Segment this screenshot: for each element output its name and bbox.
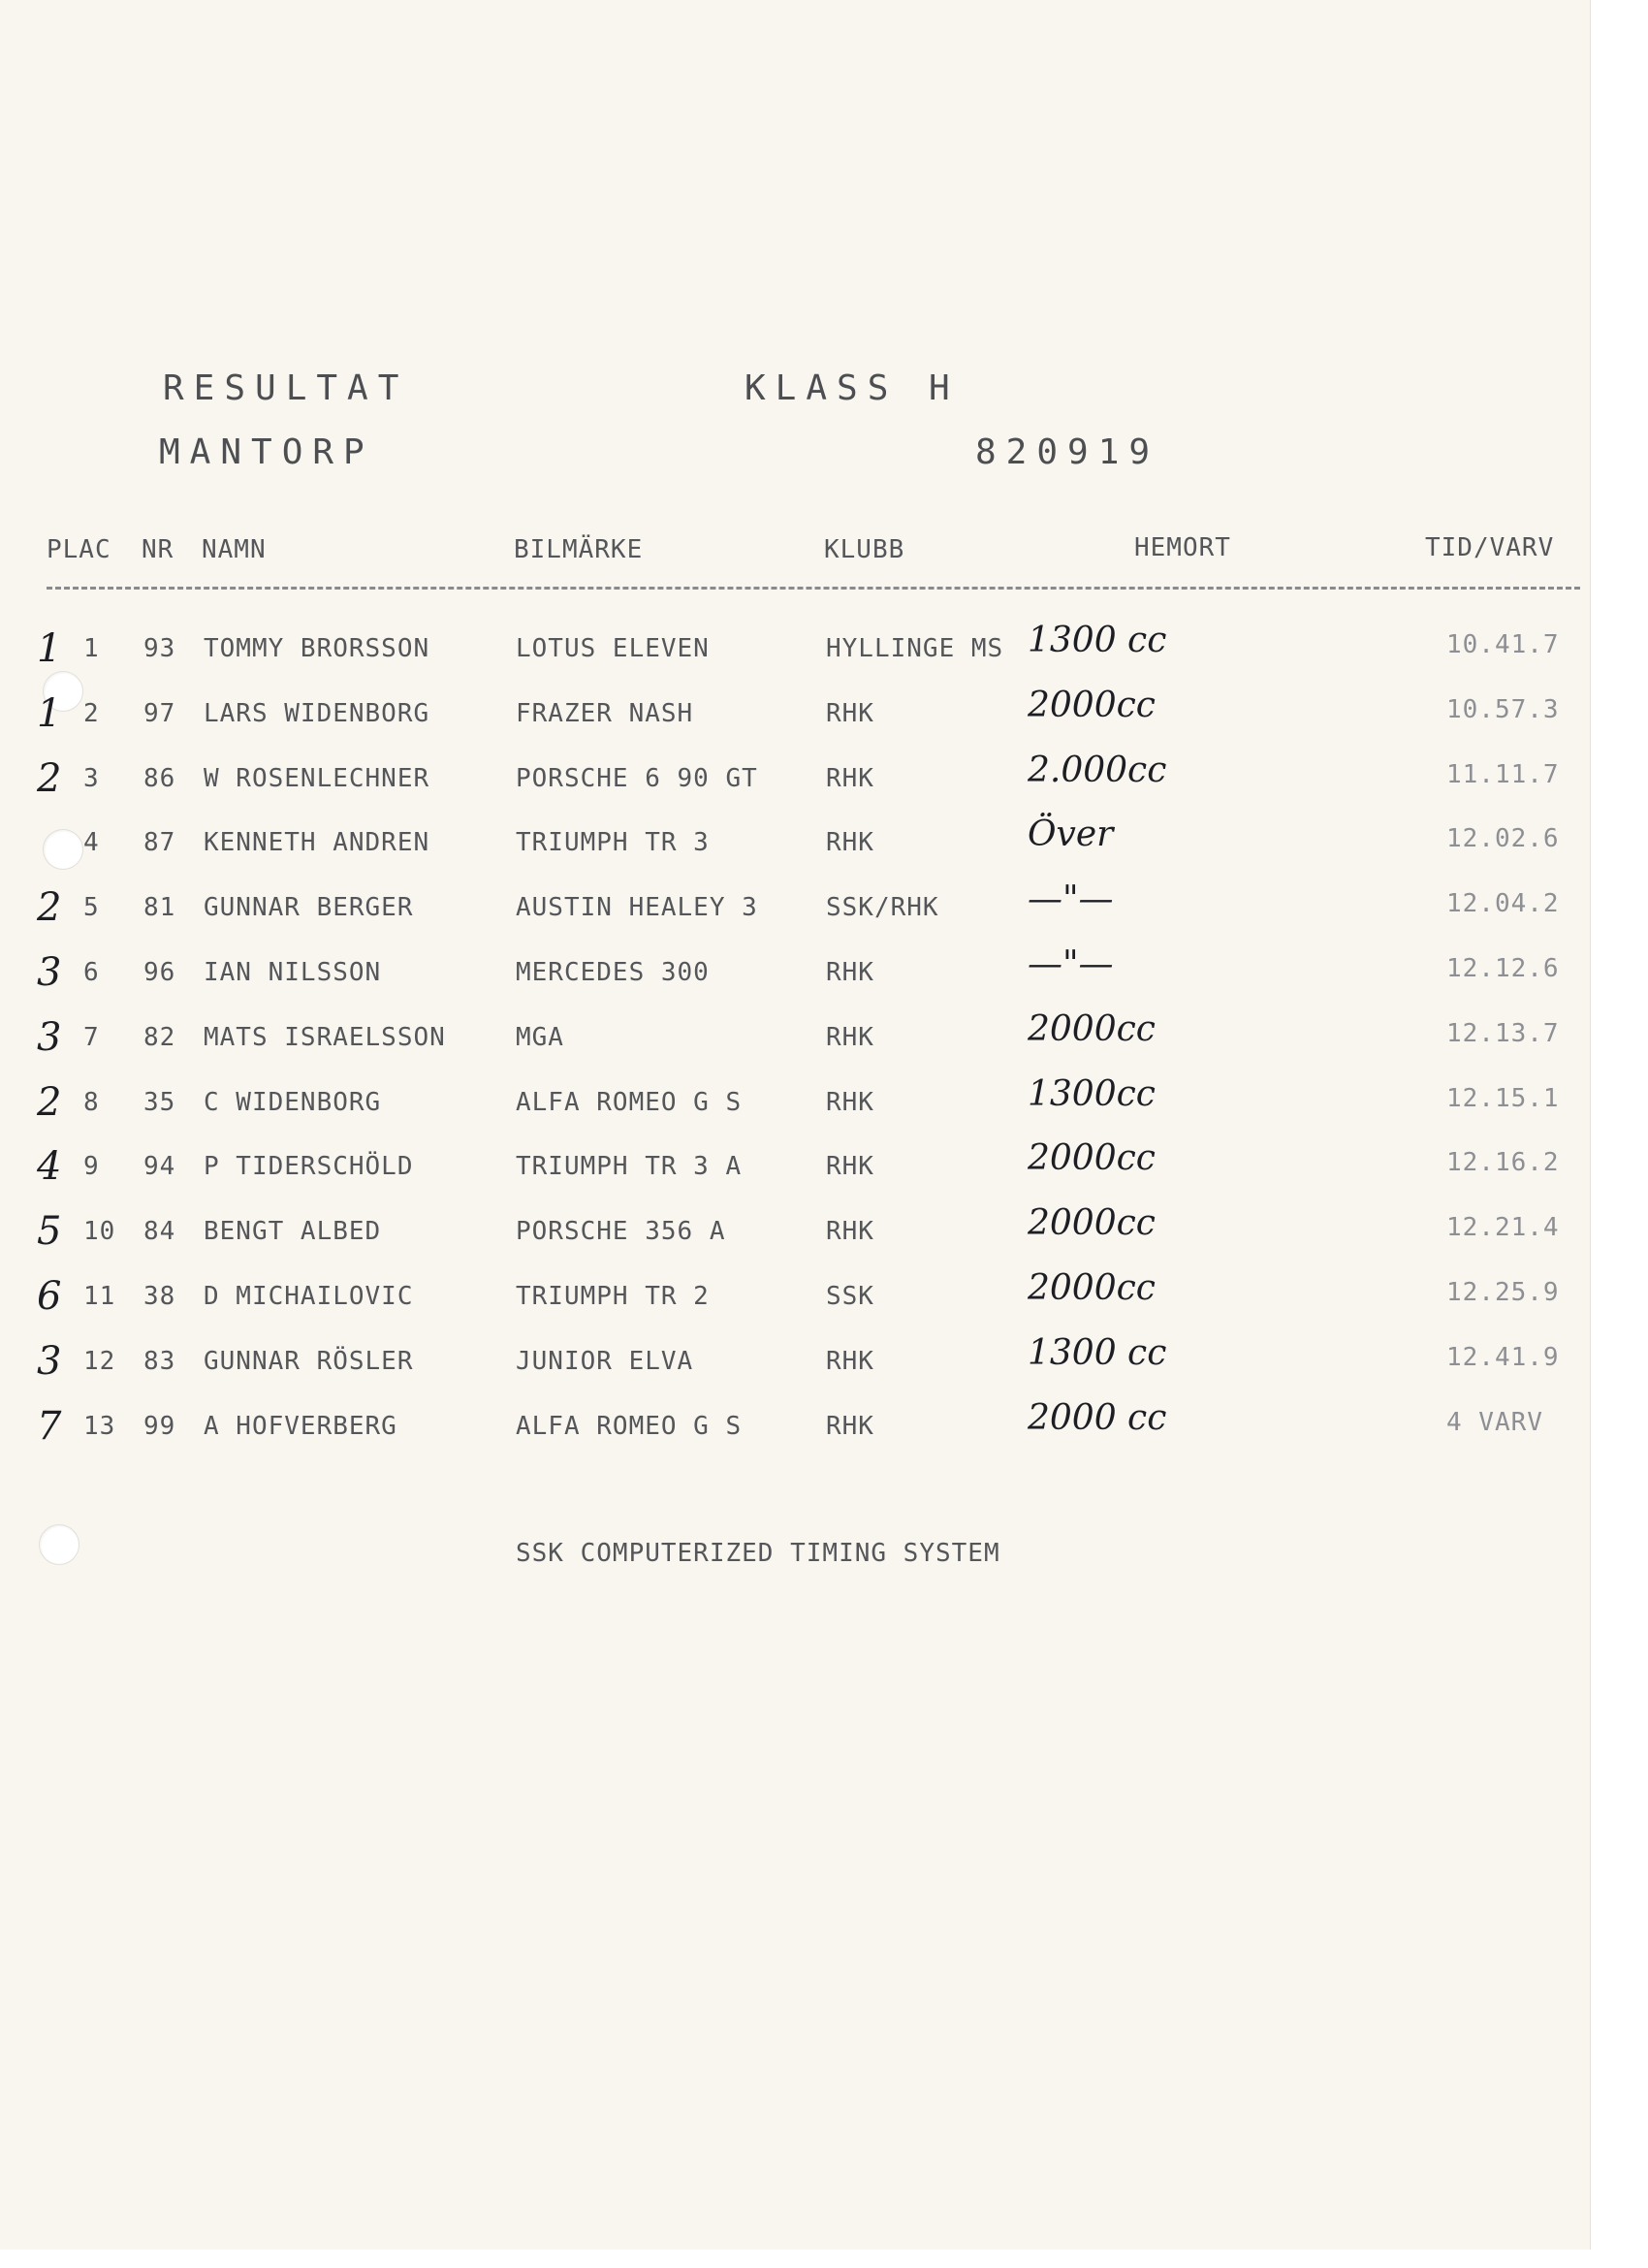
cell-tid: 12.15.1 — [1446, 1083, 1560, 1113]
table-row — [0, 1397, 1590, 1460]
cell-nr: 84 — [143, 1217, 176, 1247]
table-row — [0, 1332, 1590, 1395]
table-row — [0, 815, 1590, 877]
cell-klubb: RHK — [826, 1022, 874, 1052]
scan-margin — [1590, 0, 1648, 2268]
handwritten-note: —"— — [1028, 879, 1114, 920]
cell-namn: BENGT ALBED — [204, 1217, 382, 1247]
cell-bilmarke: ALFA ROMEO G S — [516, 1087, 743, 1117]
table-row — [0, 879, 1590, 942]
handwritten-note: 2000cc — [1028, 1268, 1156, 1308]
cell-namn: MATS ISRAELSSON — [204, 1022, 446, 1052]
cell-tid: 12.16.2 — [1446, 1148, 1560, 1178]
cell-namn: P TIDERSCHÖLD — [204, 1152, 414, 1182]
table-row — [0, 1008, 1590, 1071]
date-title: 820919 — [975, 432, 1160, 472]
cell-tid: 12.13.7 — [1446, 1018, 1560, 1048]
cell-bilmarke: LOTUS ELEVEN — [516, 634, 710, 663]
cell-nr: 96 — [143, 958, 176, 987]
class-title: KLASS H — [745, 368, 960, 408]
handwritten-place: 6 — [37, 1274, 62, 1319]
cell-klubb: SSK — [826, 1282, 874, 1311]
handwritten-note: Över — [1028, 815, 1114, 855]
cell-nr: 99 — [143, 1411, 176, 1441]
cell-tid: 12.25.9 — [1446, 1278, 1560, 1307]
cell-namn: GUNNAR RÖSLER — [204, 1346, 414, 1376]
cell-plac: 7 — [83, 1022, 100, 1052]
cell-nr: 97 — [143, 698, 176, 728]
cell-nr: 81 — [143, 893, 176, 923]
cell-plac: 10 — [83, 1217, 116, 1247]
cell-namn: LARS WIDENBORG — [204, 698, 430, 728]
footer-text: SSK COMPUTERIZED TIMING SYSTEM — [516, 1539, 1000, 1568]
scan-bottom-margin — [0, 2250, 1648, 2268]
cell-bilmarke: AUSTIN HEALEY 3 — [516, 893, 758, 923]
cell-namn: GUNNAR BERGER — [204, 893, 414, 923]
cell-nr: 93 — [143, 634, 176, 663]
handwritten-place: 3 — [37, 1338, 62, 1384]
cell-klubb: SSK/RHK — [826, 893, 939, 923]
col-header-namn: NAMN — [202, 535, 267, 564]
cell-tid: 12.12.6 — [1446, 954, 1560, 983]
cell-plac: 1 — [83, 634, 100, 663]
handwritten-place: 2 — [37, 1079, 62, 1125]
cell-namn: C WIDENBORG — [204, 1087, 382, 1117]
handwritten-note: 2000cc — [1028, 685, 1156, 725]
cell-klubb: RHK — [826, 828, 874, 858]
cell-klubb: RHK — [826, 1087, 874, 1117]
handwritten-note: 1300 cc — [1028, 1332, 1167, 1373]
cell-plac: 3 — [83, 763, 100, 793]
handwritten-note: —"— — [1028, 944, 1114, 984]
handwritten-note: 2000 cc — [1028, 1397, 1167, 1438]
col-header-tid: TID/VARV — [1425, 533, 1555, 562]
handwritten-note: 2.000cc — [1028, 750, 1167, 790]
result-title: RESULTAT — [163, 368, 409, 408]
table-row — [0, 621, 1590, 683]
handwritten-note: 2000cc — [1028, 1138, 1156, 1179]
cell-klubb: RHK — [826, 763, 874, 793]
cell-plac: 9 — [83, 1152, 100, 1182]
handwritten-note: 2000cc — [1028, 1203, 1156, 1244]
table-row — [0, 944, 1590, 1006]
cell-nr: 94 — [143, 1152, 176, 1182]
col-header-klubb: KLUBB — [824, 535, 905, 564]
cell-nr: 38 — [143, 1282, 176, 1311]
location-title: MANTORP — [159, 432, 374, 472]
table-row — [0, 750, 1590, 813]
cell-tid: 11.11.7 — [1446, 759, 1560, 789]
cell-namn: A HOFVERBERG — [204, 1411, 397, 1441]
cell-nr: 86 — [143, 763, 176, 793]
cell-tid: 10.41.7 — [1446, 630, 1560, 659]
cell-tid: 12.41.9 — [1446, 1342, 1560, 1372]
cell-namn: KENNETH ANDREN — [204, 828, 430, 858]
cell-namn: IAN NILSSON — [204, 958, 382, 987]
cell-klubb: RHK — [826, 1152, 874, 1182]
handwritten-place: 4 — [37, 1144, 62, 1190]
handwritten-place: 1 — [37, 626, 62, 671]
cell-tid: 4 VARV — [1446, 1407, 1543, 1437]
handwritten-note: 1300 cc — [1028, 621, 1167, 660]
table-row — [0, 1268, 1590, 1330]
cell-tid: 10.57.3 — [1446, 694, 1560, 724]
cell-bilmarke: TRIUMPH TR 2 — [516, 1282, 710, 1311]
handwritten-place: 3 — [37, 950, 62, 995]
header-divider — [47, 587, 1580, 590]
cell-plac: 6 — [83, 958, 100, 987]
cell-klubb: HYLLINGE MS — [826, 634, 1004, 663]
cell-plac: 8 — [83, 1087, 100, 1117]
cell-namn: D MICHAILOVIC — [204, 1282, 414, 1311]
handwritten-place: 3 — [37, 1014, 62, 1060]
handwritten-place: 2 — [37, 885, 62, 931]
table-row — [0, 1073, 1590, 1136]
cell-bilmarke: TRIUMPH TR 3 — [516, 828, 710, 858]
col-header-plac: PLAC — [47, 535, 111, 564]
cell-bilmarke: ALFA ROMEO G S — [516, 1411, 743, 1441]
cell-bilmarke: PORSCHE 6 90 GT — [516, 763, 758, 793]
table-row — [0, 1203, 1590, 1265]
cell-bilmarke: JUNIOR ELVA — [516, 1346, 694, 1376]
cell-plac: 12 — [83, 1346, 116, 1376]
cell-bilmarke: PORSCHE 356 A — [516, 1217, 726, 1247]
cell-namn: TOMMY BRORSSON — [204, 634, 430, 663]
cell-klubb: RHK — [826, 1346, 874, 1376]
handwritten-note: 1300cc — [1028, 1073, 1156, 1114]
cell-plac: 13 — [83, 1411, 116, 1441]
cell-bilmarke: MGA — [516, 1022, 564, 1052]
cell-plac: 4 — [83, 828, 100, 858]
cell-tid: 12.04.2 — [1446, 889, 1560, 919]
handwritten-place: 5 — [37, 1209, 62, 1255]
handwritten-place: 7 — [37, 1403, 62, 1449]
cell-nr: 82 — [143, 1022, 176, 1052]
col-header-nr: NR — [142, 535, 174, 564]
cell-klubb: RHK — [826, 1411, 874, 1441]
cell-nr: 87 — [143, 828, 176, 858]
cell-nr: 35 — [143, 1087, 176, 1117]
handwritten-place: 2 — [37, 755, 62, 801]
cell-plac: 11 — [83, 1282, 116, 1311]
cell-bilmarke: FRAZER NASH — [516, 698, 694, 728]
cell-nr: 83 — [143, 1346, 176, 1376]
cell-klubb: RHK — [826, 958, 874, 987]
table-row — [0, 685, 1590, 748]
cell-klubb: RHK — [826, 1217, 874, 1247]
punch-hole-bottom — [39, 1524, 79, 1565]
handwritten-note: 2000cc — [1028, 1008, 1156, 1049]
col-header-hemort: HEMORT — [1134, 533, 1231, 562]
table-row — [0, 1138, 1590, 1200]
cell-bilmarke: MERCEDES 300 — [516, 958, 710, 987]
cell-bilmarke: TRIUMPH TR 3 A — [516, 1152, 743, 1182]
col-header-bilmarke: BILMÄRKE — [514, 535, 644, 564]
handwritten-place: 1 — [37, 690, 62, 736]
cell-tid: 12.21.4 — [1446, 1213, 1560, 1243]
cell-plac: 5 — [83, 893, 100, 923]
cell-plac: 2 — [83, 698, 100, 728]
cell-klubb: RHK — [826, 698, 874, 728]
cell-tid: 12.02.6 — [1446, 824, 1560, 854]
cell-namn: W ROSENLECHNER — [204, 763, 430, 793]
